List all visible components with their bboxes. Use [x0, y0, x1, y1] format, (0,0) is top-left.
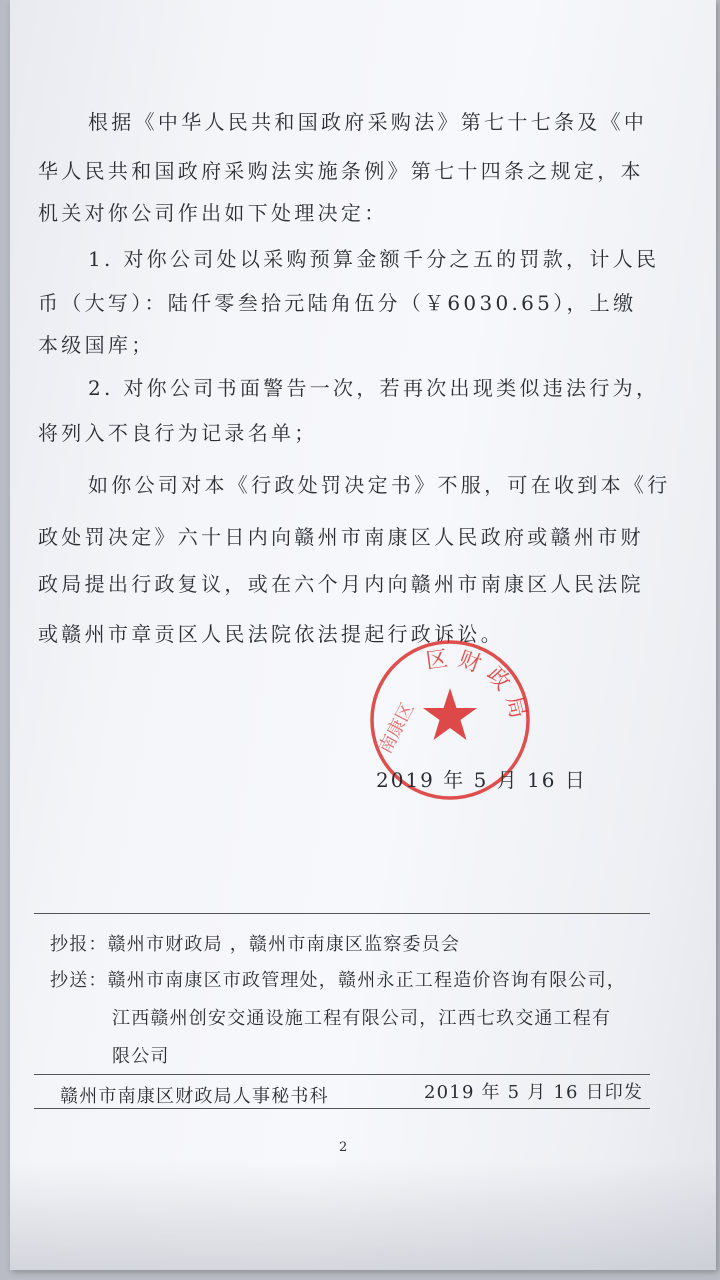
- paragraph-1-line-3: 机关对你公司作出如下处理决定：: [38, 201, 388, 225]
- seal-left-text: 南康区: [374, 699, 419, 758]
- page-number: 2: [339, 1140, 348, 1155]
- document-page: [10, 0, 716, 1270]
- paragraph-2-line-4: 或赣州市章贡区人民法院依法提起行政诉讼。: [38, 622, 504, 646]
- item-1-line-1: 1. 对你公司处以采购预算金额千分之五的罚款，计人民: [88, 247, 660, 271]
- cc-report-label: 抄报：: [50, 934, 108, 955]
- paragraph-1-line-2: 华人民共和国政府采购法实施条例》第七十四条之规定，本: [38, 159, 644, 183]
- seal-top-text: 区财政局: [424, 645, 533, 729]
- paragraph-2-line-3: 政局提出行政复议，或在六个月内向赣州市南康区人民法院: [38, 572, 644, 596]
- cc-send-line-3: 限公司: [112, 1046, 170, 1067]
- star-icon: [423, 688, 477, 740]
- paragraph-2-line-2: 政处罚决定》六十日内向赣州市南康区人民政府或赣州市财: [38, 525, 644, 549]
- cc-send-line-1: 赣州市南康区市政管理处，赣州永正工程造价咨询有限公司，: [107, 970, 627, 991]
- cc-top-rule: [34, 913, 650, 914]
- footer-issuer: 赣州市南康区财政局人事秘书科: [60, 1086, 329, 1107]
- item-1-line-3: 本级国库；: [38, 333, 155, 357]
- paragraph-2-line-1: 如你公司对本《行政处罚决定书》不服，可在收到本《行: [88, 473, 671, 497]
- paragraph-1-line-1: 根据《中华人民共和国政府采购法》第七十七条及《中: [88, 110, 648, 134]
- bottom-shadow: [10, 1160, 716, 1270]
- item-2-line-2: 将列入不良行为记录名单；: [38, 421, 318, 445]
- cc-send-label: 抄送：: [50, 970, 108, 991]
- cc-report-value: 赣州市财政局 ，赣州市南康区监察委员会: [107, 934, 461, 955]
- cc-send-line-2: 江西赣州创安交通设施工程有限公司，江西七玖交通工程有: [112, 1008, 612, 1029]
- footer-issue-date: 2019 年 5 月 16 日印发: [424, 1082, 644, 1103]
- item-1-line-2: 币（大写）：陆仟零叁拾元陆角伍分（￥6030.65），上缴: [38, 291, 637, 315]
- cc-report-row: [50, 930, 460, 956]
- footer-rule: [34, 1108, 650, 1109]
- cc-send-row: [50, 966, 626, 992]
- signature-date: 2019 年 5 月 16 日: [376, 768, 587, 792]
- item-2-line-1: 2. 对你公司书面警告一次，若再次出现类似违法行为，: [88, 376, 660, 400]
- cc-bottom-rule: [34, 1074, 650, 1075]
